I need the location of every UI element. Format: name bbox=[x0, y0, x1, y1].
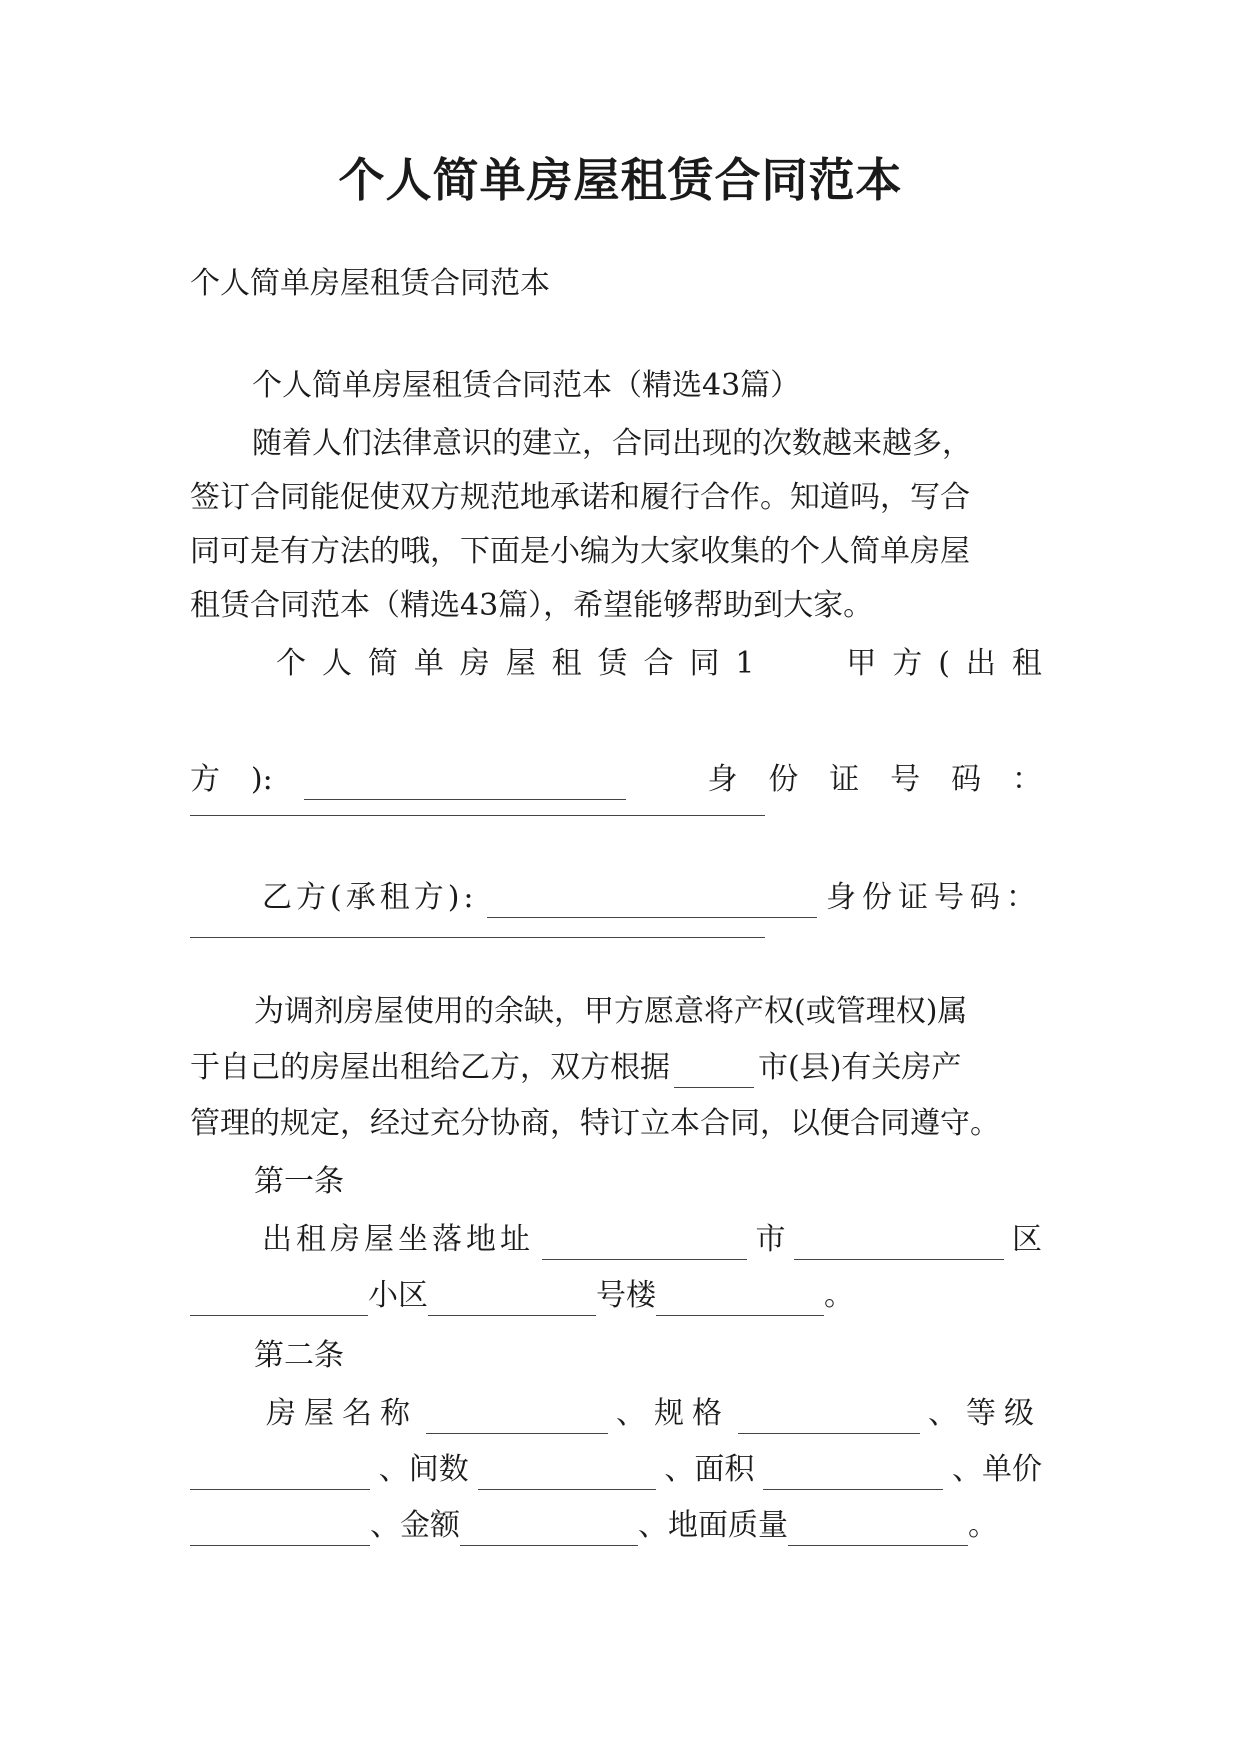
party-a-line bbox=[190, 760, 1042, 800]
party-a-colon: ): bbox=[250, 762, 273, 797]
amount-blank bbox=[460, 1519, 638, 1546]
document-title: 个人简单房屋租赁合同范本 bbox=[338, 153, 903, 207]
community-blank bbox=[428, 1289, 596, 1316]
heading-char: 人 bbox=[321, 646, 352, 681]
article-2-line-2 bbox=[190, 1450, 1042, 1490]
house-name-blank bbox=[426, 1407, 608, 1434]
article-1-address-line bbox=[262, 1220, 1042, 1260]
intro-line-4: 租赁合同范本（精选43篇），希望能够帮助到大家。 bbox=[190, 588, 874, 623]
heading-char: 简 bbox=[367, 646, 398, 681]
article-2-heading: 第二条 bbox=[254, 1338, 344, 1373]
heading-char: 租 bbox=[1011, 646, 1042, 681]
article-1-community-line bbox=[190, 1276, 854, 1316]
article-2-end: 。 bbox=[968, 1508, 998, 1543]
id-char: 码 bbox=[951, 762, 982, 797]
intro-line-3: 同可是有方法的哦，下面是小编为大家收集的个人简单房屋 bbox=[190, 534, 970, 569]
purpose-line-3: 管理的规定，经过充分协商，特订立本合同，以便合同遵守。 bbox=[190, 1106, 1000, 1141]
spec-blank bbox=[738, 1407, 920, 1434]
contract-heading bbox=[276, 644, 1042, 684]
heading-char: 同 bbox=[689, 646, 720, 681]
area-label: 、面积 bbox=[664, 1452, 755, 1487]
id-char: 身 bbox=[707, 762, 738, 797]
city-label: 市 bbox=[755, 1222, 786, 1257]
community-label: 小区 bbox=[368, 1278, 428, 1313]
house-name-label: 房屋名称 bbox=[266, 1396, 418, 1431]
heading-char: 房 bbox=[459, 646, 490, 681]
party-a-id-blank bbox=[190, 814, 765, 816]
heading-char: 赁 bbox=[597, 646, 628, 681]
unit-price-label: 、单价 bbox=[951, 1452, 1042, 1487]
heading-char: 方 bbox=[892, 646, 923, 681]
article-2-line-1 bbox=[266, 1394, 1042, 1434]
heading-char: 合 bbox=[643, 646, 674, 681]
heading-char: 租 bbox=[551, 646, 582, 681]
id-char: 证 bbox=[829, 762, 860, 797]
city-blank bbox=[794, 1233, 1004, 1260]
intro-line-1: 随着人们法律意识的建立，合同出现的次数越来越多， bbox=[252, 426, 972, 461]
party-b-label: 乙方(承租方): bbox=[262, 880, 478, 915]
party-a-label: 方 bbox=[190, 762, 220, 797]
grade-blank bbox=[190, 1463, 370, 1490]
building-label: 号楼 bbox=[596, 1278, 656, 1313]
floor-quality-blank bbox=[788, 1519, 968, 1546]
area-blank bbox=[763, 1463, 943, 1490]
heading-gap bbox=[770, 644, 830, 684]
unit-price-blank bbox=[190, 1519, 370, 1546]
intro-heading: 个人简单房屋租赁合同范本（精选43篇） bbox=[252, 368, 801, 403]
floor-quality-label: 、地面质量 bbox=[638, 1508, 788, 1543]
id-char: 份 bbox=[768, 762, 799, 797]
address-label: 出租房屋坐落地址 bbox=[262, 1222, 534, 1257]
id-char: 号 bbox=[890, 762, 921, 797]
heading-char: 甲 bbox=[846, 646, 877, 681]
purpose-line-2 bbox=[190, 1048, 961, 1088]
party-b-line bbox=[262, 878, 1042, 918]
rooms-blank bbox=[478, 1463, 656, 1490]
spec-label: 、规格 bbox=[616, 1396, 730, 1431]
party-b-id-blank bbox=[190, 936, 765, 938]
article-2-line-3 bbox=[190, 1506, 998, 1546]
district-label: 区 bbox=[1012, 1222, 1042, 1257]
id-char: ： bbox=[1011, 762, 1042, 797]
intro-line-2: 签订合同能促使双方规范地承诺和履行合作。知道吗，写合 bbox=[190, 480, 970, 515]
address-blank bbox=[542, 1233, 747, 1260]
heading-char: ( bbox=[938, 646, 950, 681]
heading-char: 单 bbox=[413, 646, 444, 681]
heading-char: 出 bbox=[965, 646, 996, 681]
party-b-name-blank bbox=[487, 891, 817, 918]
party-a-name-blank bbox=[304, 773, 626, 800]
article-1-end: 。 bbox=[824, 1278, 854, 1313]
party-b-id-label: 身份证号码： bbox=[825, 880, 1042, 915]
amount-label: 、金额 bbox=[370, 1508, 460, 1543]
purpose-line-1: 为调剂房屋使用的余缺，甲方愿意将产权(或管理权)属 bbox=[254, 994, 968, 1029]
purpose-text: 市(县)有关房产 bbox=[758, 1050, 962, 1085]
article-1-heading: 第一条 bbox=[254, 1164, 344, 1199]
document-subtitle: 个人简单房屋租赁合同范本 bbox=[190, 266, 550, 301]
grade-label: 、等级 bbox=[928, 1396, 1042, 1431]
building-blank bbox=[656, 1289, 824, 1316]
heading-char: 个 bbox=[276, 646, 306, 681]
rooms-label: 、间数 bbox=[378, 1452, 469, 1487]
city-county-blank bbox=[674, 1061, 754, 1088]
heading-char: 屋 bbox=[505, 646, 536, 681]
purpose-text: 于自己的房屋出租给乙方，双方根据 bbox=[190, 1050, 670, 1085]
district-blank bbox=[190, 1289, 368, 1316]
heading-char: 1 bbox=[735, 646, 755, 681]
